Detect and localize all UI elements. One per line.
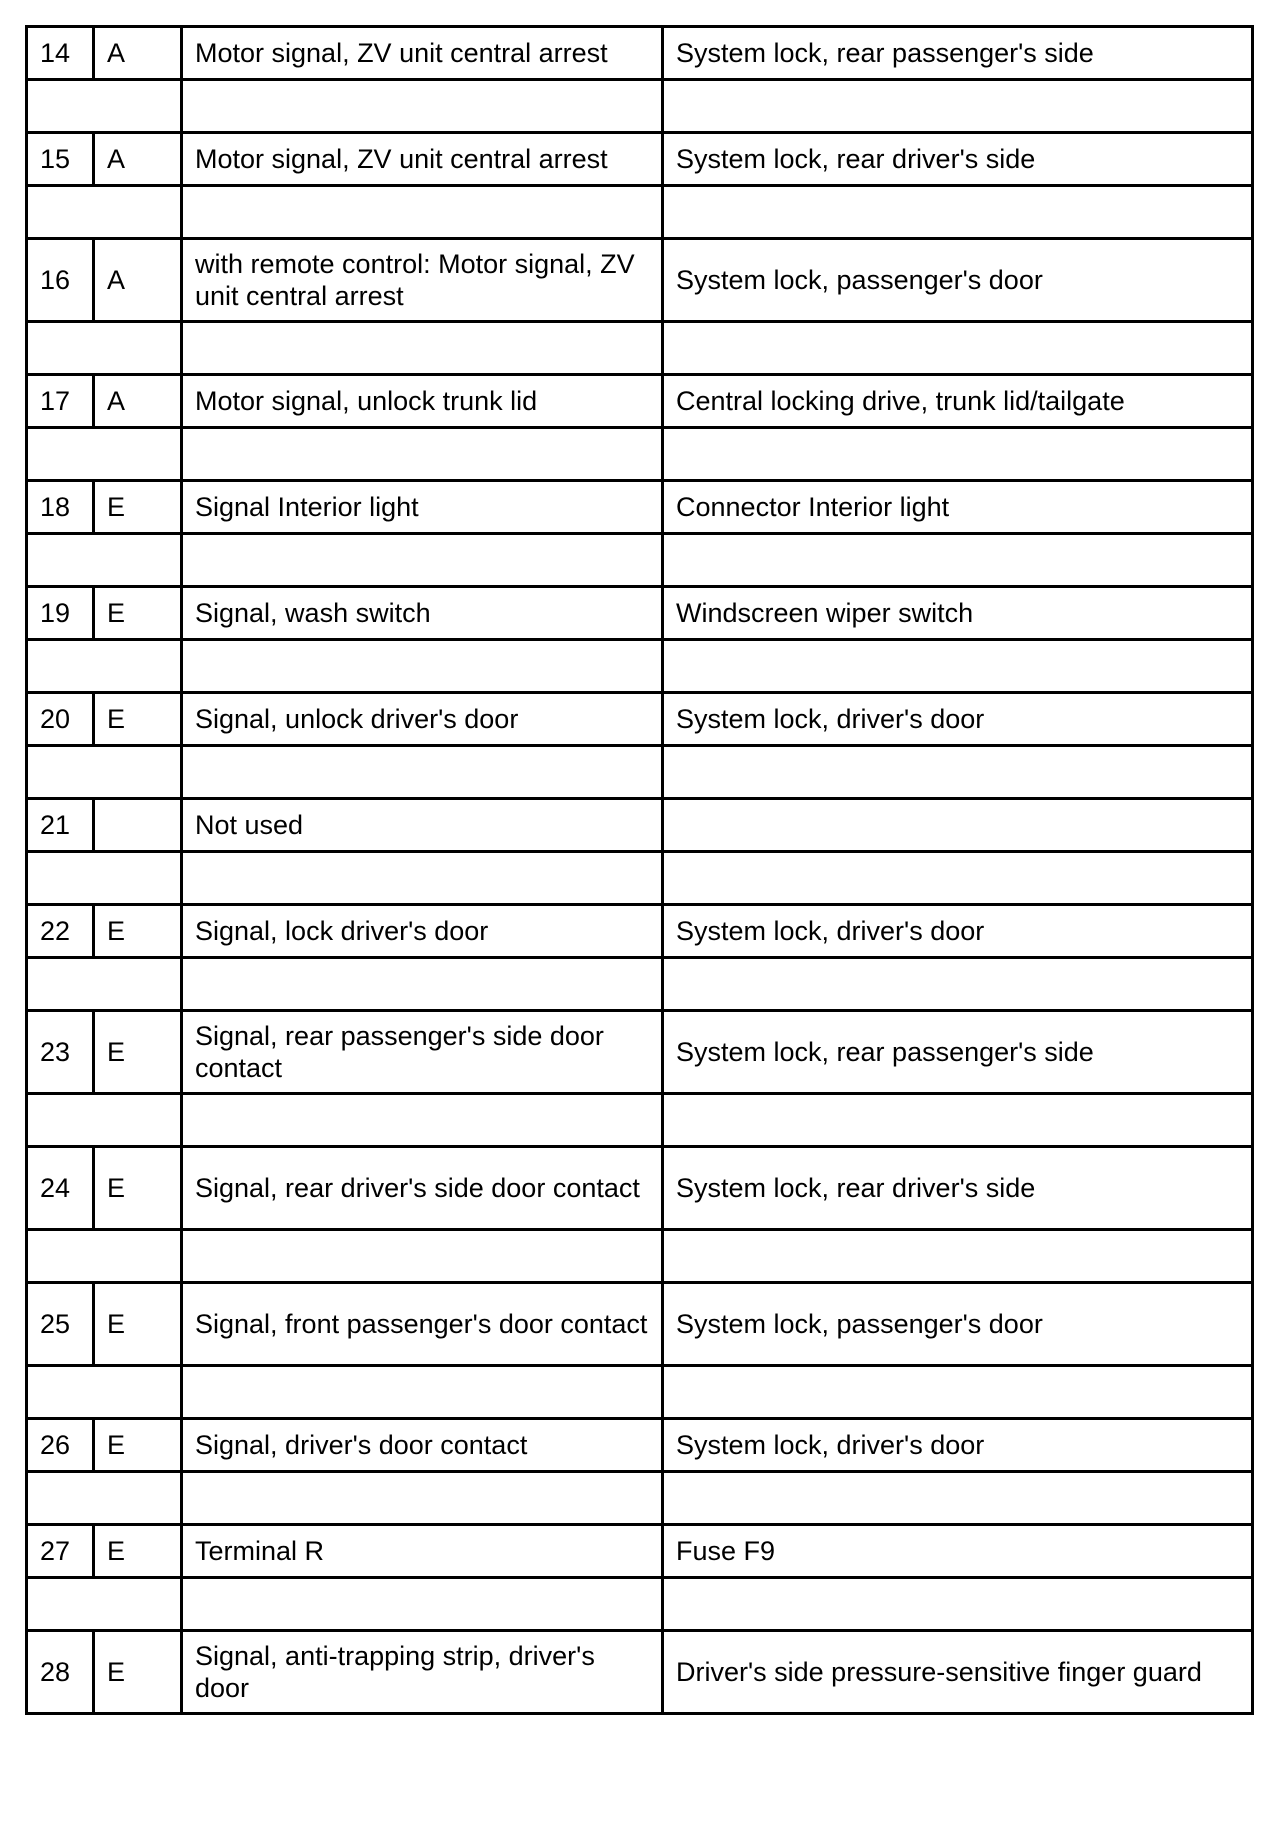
- spacer-cell: [182, 640, 663, 693]
- pin-number-cell: 22: [27, 905, 94, 958]
- destination-cell: Connector Interior light: [663, 481, 1253, 534]
- function-cell: Signal, rear passenger's side door contact: [182, 1011, 663, 1094]
- direction-cell: E: [94, 481, 182, 534]
- function-cell: with remote control: Motor signal, ZV unit central arrest: [182, 239, 663, 322]
- spacer-row: [27, 958, 1253, 1011]
- destination-cell: System lock, rear driver's side: [663, 133, 1253, 186]
- direction-cell: E: [94, 587, 182, 640]
- direction-cell: E: [94, 1011, 182, 1094]
- spacer-cell: [182, 1472, 663, 1525]
- table-row: [27, 239, 1253, 322]
- pin-number-cell: 26: [27, 1419, 94, 1472]
- direction-cell: E: [94, 1631, 182, 1714]
- spacer-row: [27, 1230, 1253, 1283]
- direction-cell: A: [94, 239, 182, 322]
- table-row: [27, 1147, 1253, 1230]
- destination-cell: System lock, driver's door: [663, 693, 1253, 746]
- pin-number-cell: 20: [27, 693, 94, 746]
- table-body: [27, 27, 1253, 1714]
- spacer-row: [27, 428, 1253, 481]
- pin-number-cell: 23: [27, 1011, 94, 1094]
- spacer-cell: [27, 80, 182, 133]
- spacer-cell: [182, 428, 663, 481]
- destination-cell: Fuse F9: [663, 1525, 1253, 1578]
- table-row: [27, 133, 1253, 186]
- spacer-cell: [27, 186, 182, 239]
- spacer-row: [27, 534, 1253, 587]
- destination-cell: System lock, driver's door: [663, 1419, 1253, 1472]
- spacer-cell: [27, 428, 182, 481]
- spacer-cell: [182, 534, 663, 587]
- spacer-cell: [182, 746, 663, 799]
- direction-cell: A: [94, 375, 182, 428]
- table-row: [27, 693, 1253, 746]
- direction-cell: E: [94, 1147, 182, 1230]
- direction-cell: E: [94, 1419, 182, 1472]
- function-cell: Signal Interior light: [182, 481, 663, 534]
- spacer-cell: [27, 958, 182, 1011]
- spacer-cell: [182, 958, 663, 1011]
- spacer-row: [27, 186, 1253, 239]
- pin-assignment-table: [25, 25, 1254, 1715]
- spacer-cell: [663, 428, 1253, 481]
- table-row: [27, 1525, 1253, 1578]
- spacer-cell: [182, 1230, 663, 1283]
- direction-cell: A: [94, 133, 182, 186]
- spacer-cell: [182, 186, 663, 239]
- spacer-cell: [663, 186, 1253, 239]
- spacer-cell: [663, 1094, 1253, 1147]
- table-row: [27, 1419, 1253, 1472]
- destination-cell: Windscreen wiper switch: [663, 587, 1253, 640]
- pin-number-cell: 16: [27, 239, 94, 322]
- pin-number-cell: 28: [27, 1631, 94, 1714]
- function-cell: Signal, lock driver's door: [182, 905, 663, 958]
- spacer-cell: [663, 1578, 1253, 1631]
- spacer-cell: [27, 1094, 182, 1147]
- spacer-row: [27, 746, 1253, 799]
- destination-cell: System lock, passenger's door: [663, 1283, 1253, 1366]
- function-cell: Signal, front passenger's door contact: [182, 1283, 663, 1366]
- pin-number-cell: 17: [27, 375, 94, 428]
- spacer-cell: [27, 1230, 182, 1283]
- spacer-cell: [663, 958, 1253, 1011]
- spacer-cell: [663, 322, 1253, 375]
- spacer-cell: [182, 1578, 663, 1631]
- spacer-cell: [182, 322, 663, 375]
- pin-number-cell: 21: [27, 799, 94, 852]
- function-cell: Not used: [182, 799, 663, 852]
- spacer-cell: [27, 1366, 182, 1419]
- spacer-cell: [27, 322, 182, 375]
- spacer-row: [27, 640, 1253, 693]
- spacer-cell: [27, 640, 182, 693]
- destination-cell: [663, 799, 1253, 852]
- destination-cell: System lock, rear passenger's side: [663, 27, 1253, 80]
- pin-number-cell: 19: [27, 587, 94, 640]
- function-cell: Motor signal, ZV unit central arrest: [182, 133, 663, 186]
- table-row: [27, 587, 1253, 640]
- direction-cell: E: [94, 905, 182, 958]
- spacer-cell: [663, 852, 1253, 905]
- spacer-cell: [27, 746, 182, 799]
- table-row: [27, 27, 1253, 80]
- direction-cell: E: [94, 1283, 182, 1366]
- spacer-cell: [663, 640, 1253, 693]
- spacer-row: [27, 1472, 1253, 1525]
- spacer-row: [27, 1578, 1253, 1631]
- pin-number-cell: 25: [27, 1283, 94, 1366]
- pin-number-cell: 14: [27, 27, 94, 80]
- spacer-cell: [182, 80, 663, 133]
- spacer-row: [27, 80, 1253, 133]
- destination-cell: System lock, passenger's door: [663, 239, 1253, 322]
- spacer-cell: [663, 534, 1253, 587]
- spacer-cell: [27, 1472, 182, 1525]
- spacer-cell: [663, 80, 1253, 133]
- spacer-cell: [27, 1578, 182, 1631]
- direction-cell: [94, 799, 182, 852]
- table-row: [27, 481, 1253, 534]
- function-cell: Motor signal, unlock trunk lid: [182, 375, 663, 428]
- function-cell: Signal, wash switch: [182, 587, 663, 640]
- pin-number-cell: 27: [27, 1525, 94, 1578]
- direction-cell: E: [94, 693, 182, 746]
- table-row: [27, 1011, 1253, 1094]
- pin-number-cell: 18: [27, 481, 94, 534]
- function-cell: Signal, anti-trapping strip, driver's door: [182, 1631, 663, 1714]
- direction-cell: E: [94, 1525, 182, 1578]
- table-row: [27, 375, 1253, 428]
- destination-cell: System lock, driver's door: [663, 905, 1253, 958]
- destination-cell: Driver's side pressure-sensitive finger guard: [663, 1631, 1253, 1714]
- spacer-cell: [182, 1366, 663, 1419]
- spacer-row: [27, 1366, 1253, 1419]
- function-cell: Signal, unlock driver's door: [182, 693, 663, 746]
- function-cell: Terminal R: [182, 1525, 663, 1578]
- spacer-cell: [663, 1472, 1253, 1525]
- spacer-cell: [27, 534, 182, 587]
- function-cell: Signal, rear driver's side door contact: [182, 1147, 663, 1230]
- destination-cell: System lock, rear driver's side: [663, 1147, 1253, 1230]
- spacer-cell: [182, 1094, 663, 1147]
- destination-cell: System lock, rear passenger's side: [663, 1011, 1253, 1094]
- pin-number-cell: 15: [27, 133, 94, 186]
- spacer-cell: [663, 1366, 1253, 1419]
- function-cell: Motor signal, ZV unit central arrest: [182, 27, 663, 80]
- table-row: [27, 799, 1253, 852]
- function-cell: Signal, driver's door contact: [182, 1419, 663, 1472]
- spacer-row: [27, 852, 1253, 905]
- destination-cell: Central locking drive, trunk lid/tailgate: [663, 375, 1253, 428]
- spacer-row: [27, 1094, 1253, 1147]
- spacer-cell: [663, 1230, 1253, 1283]
- spacer-cell: [27, 852, 182, 905]
- table-row: [27, 905, 1253, 958]
- spacer-row: [27, 322, 1253, 375]
- spacer-cell: [663, 746, 1253, 799]
- pin-number-cell: 24: [27, 1147, 94, 1230]
- table-row: [27, 1631, 1253, 1714]
- table-row: [27, 1283, 1253, 1366]
- direction-cell: A: [94, 27, 182, 80]
- spacer-cell: [182, 852, 663, 905]
